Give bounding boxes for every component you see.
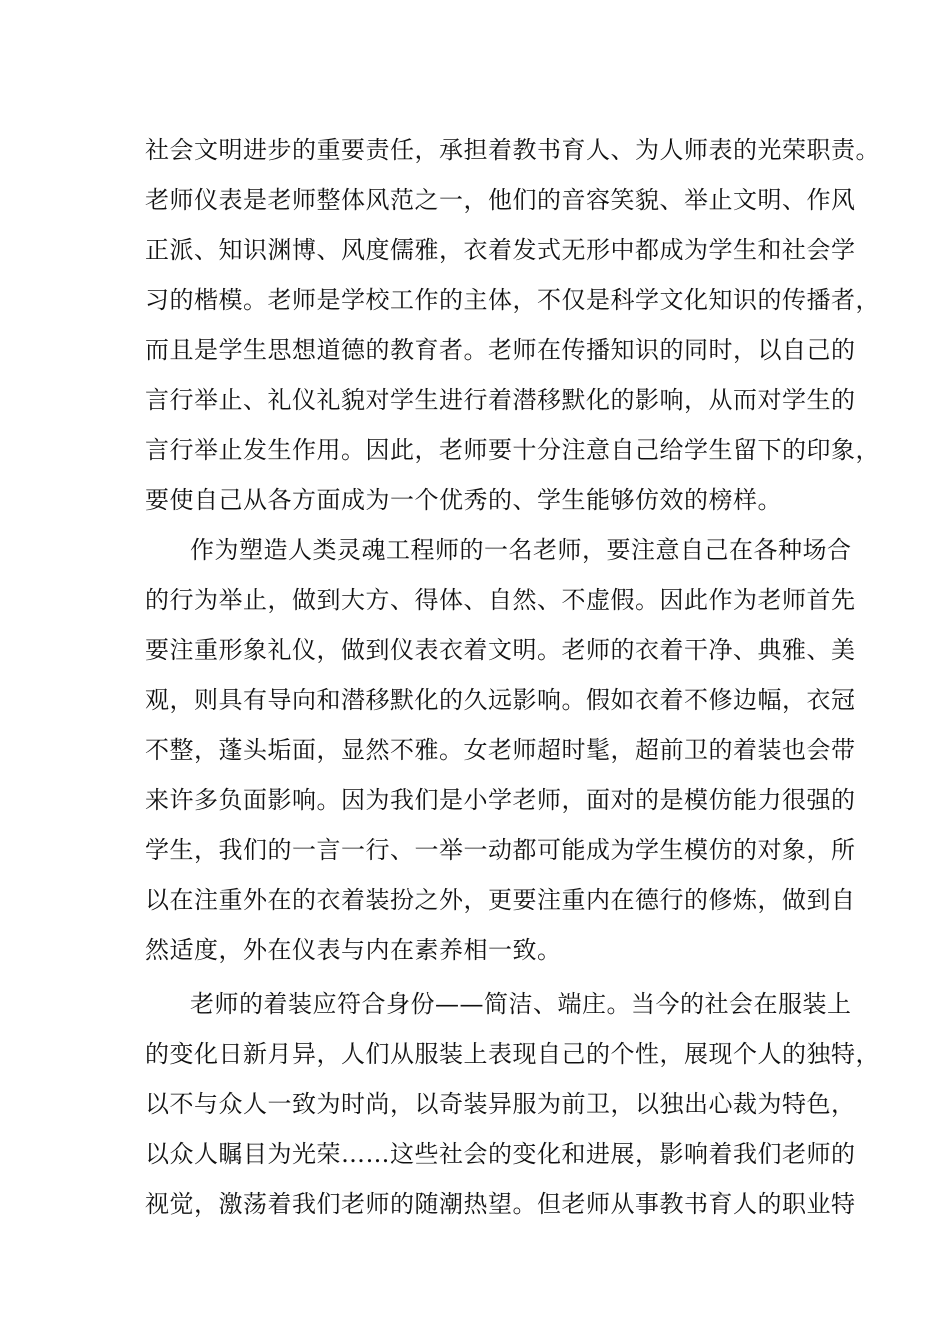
paragraph-first-line: 作为塑造人类灵魂工程师的一名老师，要注意自己在各种场合 — [190, 536, 852, 564]
text-line: 视觉，激荡着我们老师的随潮热望。但老师从事教书育人的职业特 — [145, 1190, 856, 1218]
text-line: 的行为举止，做到大方、得体、自然、不虚假。因此作为老师首先 — [145, 586, 856, 614]
text-line: 来许多负面影响。因为我们是小学老师，面对的是模仿能力很强的 — [145, 786, 856, 814]
paragraph-first-line: 老师的着装应符合身份——简洁、端庄。当今的社会在服装上 — [190, 990, 852, 1018]
text-line: 习的楷模。老师是学校工作的主体，不仅是科学文化知识的传播者， — [145, 286, 880, 314]
text-line: 以在注重外在的衣着装扮之外，更要注重内在德行的修炼，做到自 — [145, 886, 856, 914]
text-line: 然适度，外在仪表与内在素养相一致。 — [145, 936, 562, 964]
text-line: 不整，蓬头垢面，显然不雅。女老师超时髦，超前卫的着装也会带 — [145, 736, 856, 764]
text-line: 要注重形象礼仪，做到仪表衣着文明。老师的衣着干净、典雅、美 — [145, 636, 856, 664]
text-line: 社会文明进步的重要责任，承担着教书育人、为人师表的光荣职责。 — [145, 136, 880, 164]
text-line: 以众人瞩目为光荣……这些社会的变化和进展，影响着我们老师的 — [145, 1140, 856, 1168]
text-line: 观，则具有导向和潜移默化的久远影响。假如衣着不修边幅，衣冠 — [145, 686, 856, 714]
text-line: 学生，我们的一言一行、一举一动都可能成为学生模仿的对象，所 — [145, 836, 856, 864]
text-line: 的变化日新月异，人们从服装上表现自己的个性，展现个人的独特， — [145, 1040, 880, 1068]
text-line: 言行举止发生作用。因此，老师要十分注意自己给学生留下的印象， — [145, 436, 880, 464]
text-line: 言行举止、礼仪礼貌对学生进行着潜移默化的影响，从而对学生的 — [145, 386, 856, 414]
text-line: 老师仪表是老师整体风范之一，他们的音容笑貌、举止文明、作风 — [145, 186, 856, 214]
text-line: 正派、知识渊博、风度儒雅，衣着发式无形中都成为学生和社会学 — [145, 236, 856, 264]
text-line: 以不与众人一致为时尚，以奇装异服为前卫，以独出心裁为特色， — [145, 1090, 856, 1118]
text-line: 要使自己从各方面成为一个优秀的、学生能够仿效的榜样。 — [145, 486, 782, 514]
text-line: 而且是学生思想道德的教育者。老师在传播知识的同时，以自己的 — [145, 336, 856, 364]
